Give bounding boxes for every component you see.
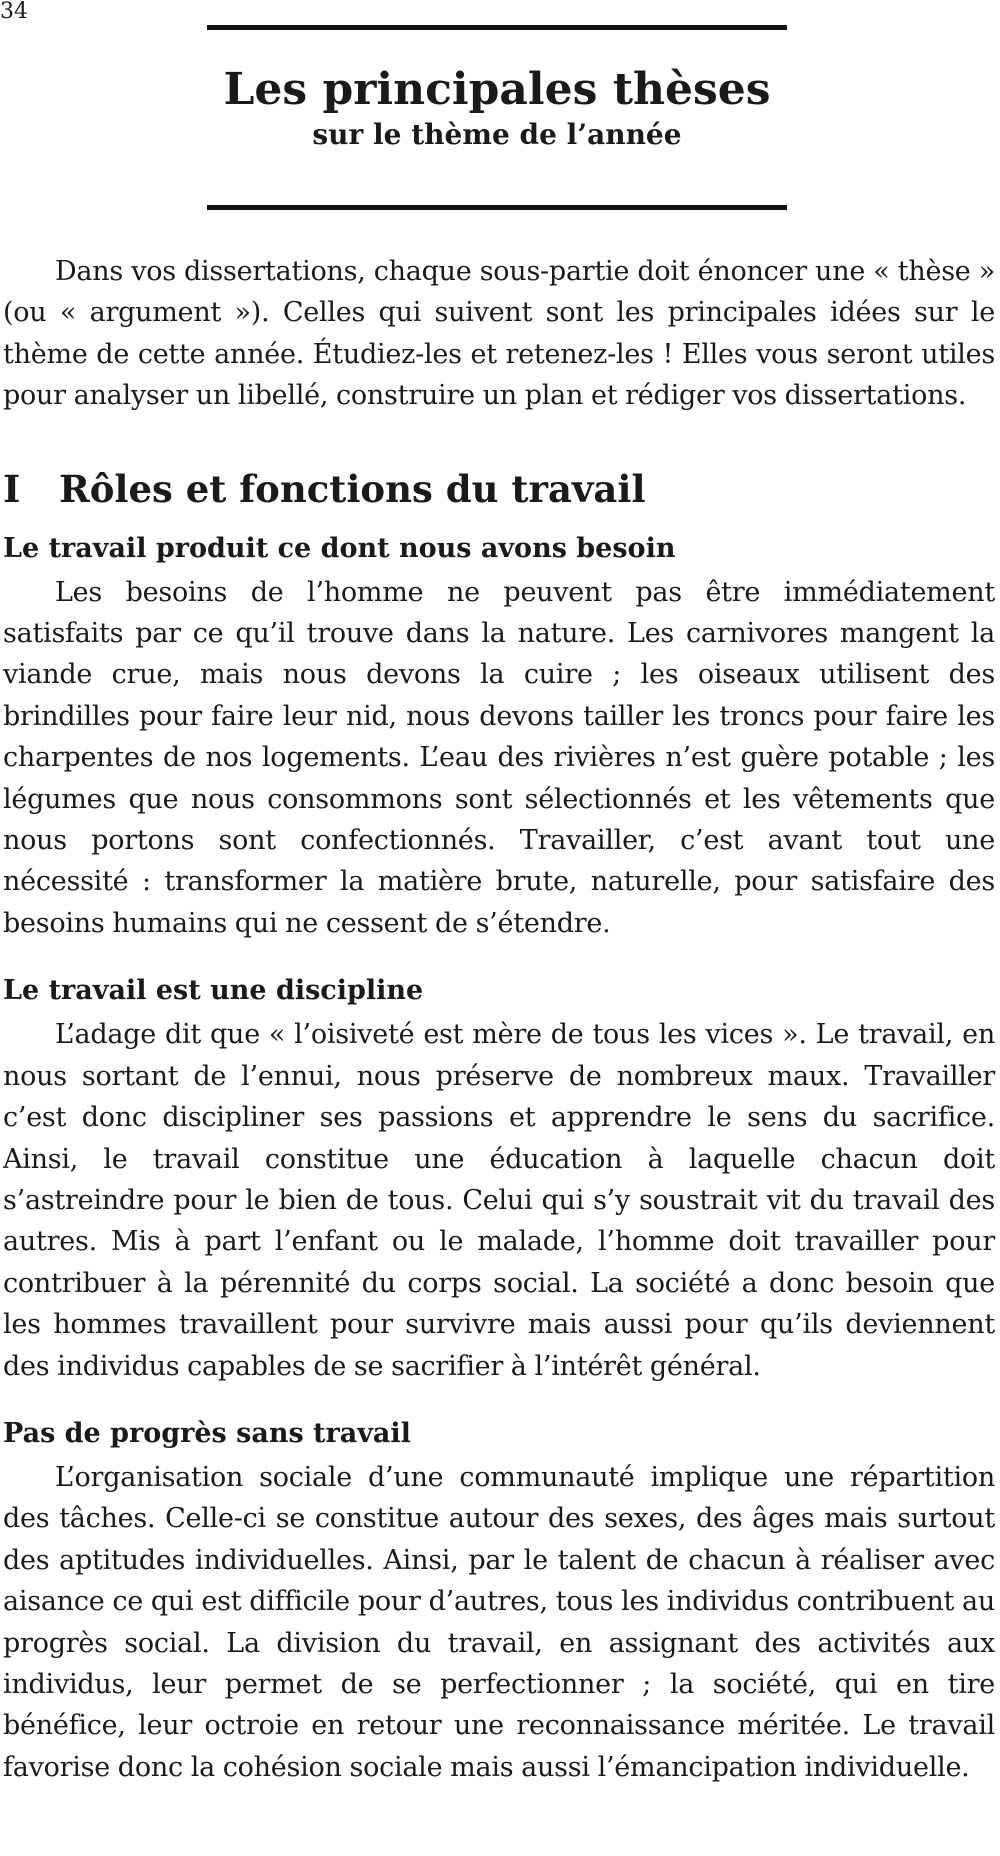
page-subtitle: sur le thème de l’année [312,118,682,151]
page-title: Les principales thèses [223,64,771,115]
subsection-heading-progres: Pas de progrès sans travail [3,1417,411,1449]
subsection-heading-besoins: Le travail produit ce dont nous avons besoin [3,532,676,564]
section-title: Rôles et fonctions du travail [59,466,646,511]
subsection-paragraph-besoins: Les besoins de l’homme ne peuvent pas être immédiatement satisfaits par ce qu’il trouve dans la nature. Les carnivores mangent la viande crue, mais nous devons la cuire ; les oiseaux utilisent des brindilles pour faire leur nid, nous devons tailler les troncs pour faire les charpentes de nos logements. L’eau des rivières n’est guère potable ; les légumes que nous consommons sont sélectionnés et les vêtements que nous portons sont confectionnés. Travailler, c’est avant tout une nécessité : transformer la matière brute, naturelle, pour satisfaire des besoins humains qui ne cessent de s’étendre. [3,576,995,939]
subsection-heading-discipline: Le travail est une discipline [3,975,424,1007]
title-box [207,25,787,210]
intro-paragraph: Dans vos dissertations, chaque sous-partie doit énoncer une « thèse » (ou « argument »). Celles qui suivent sont les principales idées sur le thème de cette année. Étudiez-les et retenez-les ! Elles vous seront utiles pour analyser un libellé, construire un plan et rédiger vos dissertations. [3,256,995,412]
document-body [3,251,995,1788]
page-number: 34 [0,0,28,24]
section-heading [3,468,995,510]
subsection-paragraph-discipline: L’adage dit que « l’oisiveté est mère de tous les vices ». Le travail, en nous sortant de l’ennui, nous préserve de nombreux maux. Travailler c’est donc discipliner ses passions et apprendre le sens du sacrifice. Ainsi, le travail constitue une éducation à laquelle chacun doit s’astreindre pour le bien de tous. Celui qui s’y soustrait vit du travail des autres. Mis à part l’enfant ou le malade, l’homme doit travailler pour contribuer à la pérennité du corps social. La société a donc besoin que les hommes travaillent pour survivre mais aussi pour qu’ils deviennent des individus capables de se sacrifier à l’intérêt général. [3,1019,995,1382]
subsection-paragraph-progres: L’organisation sociale d’une communauté implique une répartition des tâches. Celle-ci se constitue autour des sexes, des âges mais surtout des aptitudes individuelles. Ainsi, par le talent de chacun à réaliser avec aisance ce qui est difficile pour d’autres, tous les individus contribuent au progrès social. La division du travail, en assignant des activités aux individus, leur permet de se perfectionner ; la société, qui en tire bénéfice, leur octroie en retour une reconnaissance méritée. Le travail favorise donc la cohésion sociale mais aussi l’émancipation individuelle. [3,1461,995,1783]
section-number: I [3,466,21,511]
